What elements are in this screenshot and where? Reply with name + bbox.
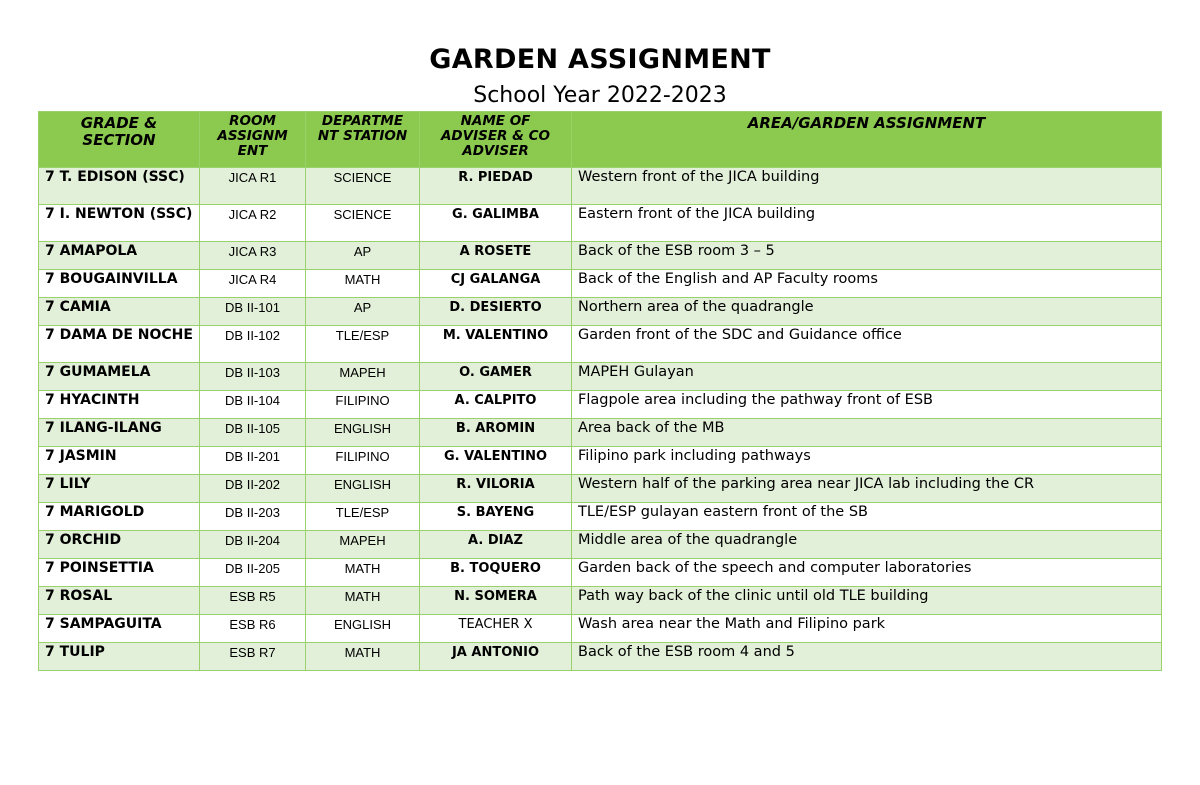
department-cell: MAPEH [306, 363, 420, 391]
grade-cell: 7 LILY [39, 475, 200, 503]
department-cell: MATH [306, 270, 420, 298]
table-row [39, 205, 1162, 242]
table-row [39, 242, 1162, 270]
adviser-cell: TEACHER X [420, 615, 572, 643]
table-row [39, 531, 1162, 559]
adviser-cell: B. AROMIN [420, 419, 572, 447]
grade-cell: 7 ROSAL [39, 587, 200, 615]
header-room-assignment: ROOM ASSIGNM ENT [200, 112, 306, 168]
table-row [39, 391, 1162, 419]
area-cell: Garden back of the speech and computer laboratories [572, 559, 1162, 587]
area-cell: Western half of the parking area near JICA lab including the CR [572, 475, 1162, 503]
area-cell: Area back of the MB [572, 419, 1162, 447]
table-row [39, 475, 1162, 503]
room-cell: ESB R7 [200, 643, 306, 671]
grade-cell: 7 GUMAMELA [39, 363, 200, 391]
adviser-cell: A. CALPITO [420, 391, 572, 419]
grade-cell: 7 I. NEWTON (SSC) [39, 205, 200, 242]
table-row [39, 419, 1162, 447]
adviser-cell: R. PIEDAD [420, 168, 572, 205]
adviser-cell: G. GALIMBA [420, 205, 572, 242]
table-row [39, 270, 1162, 298]
adviser-cell: B. TOQUERO [420, 559, 572, 587]
header-area-assignment: AREA/GARDEN ASSIGNMENT [572, 112, 1162, 168]
room-cell: DB II-104 [200, 391, 306, 419]
area-cell: Flagpole area including the pathway front of ESB [572, 391, 1162, 419]
table-row [39, 559, 1162, 587]
area-cell: Northern area of the quadrangle [572, 298, 1162, 326]
area-cell: Middle area of the quadrangle [572, 531, 1162, 559]
area-cell: Back of the English and AP Faculty rooms [572, 270, 1162, 298]
department-cell: AP [306, 242, 420, 270]
room-cell: DB II-205 [200, 559, 306, 587]
room-cell: JICA R2 [200, 205, 306, 242]
table-row [39, 326, 1162, 363]
department-cell: FILIPINO [306, 391, 420, 419]
department-cell: SCIENCE [306, 205, 420, 242]
department-cell: TLE/ESP [306, 326, 420, 363]
department-cell: TLE/ESP [306, 503, 420, 531]
room-cell: DB II-204 [200, 531, 306, 559]
grade-cell: 7 JASMIN [39, 447, 200, 475]
table-row [39, 587, 1162, 615]
adviser-cell: N. SOMERA [420, 587, 572, 615]
table-header-row [39, 112, 1162, 168]
room-cell: DB II-202 [200, 475, 306, 503]
area-cell: Wash area near the Math and Filipino park [572, 615, 1162, 643]
adviser-cell: JA ANTONIO [420, 643, 572, 671]
room-cell: ESB R6 [200, 615, 306, 643]
area-cell: Filipino park including pathways [572, 447, 1162, 475]
adviser-cell: S. BAYENG [420, 503, 572, 531]
grade-cell: 7 POINSETTIA [39, 559, 200, 587]
header-grade-section: GRADE & SECTION [39, 112, 200, 168]
adviser-cell: M. VALENTINO [420, 326, 572, 363]
area-cell: MAPEH Gulayan [572, 363, 1162, 391]
room-cell: DB II-201 [200, 447, 306, 475]
department-cell: MAPEH [306, 531, 420, 559]
table-row [39, 447, 1162, 475]
header-department-station: DEPARTME NT STATION [306, 112, 420, 168]
table-row [39, 363, 1162, 391]
grade-cell: 7 ILANG-ILANG [39, 419, 200, 447]
grade-cell: 7 BOUGAINVILLA [39, 270, 200, 298]
room-cell: JICA R1 [200, 168, 306, 205]
grade-cell: 7 HYACINTH [39, 391, 200, 419]
adviser-cell: R. VILORIA [420, 475, 572, 503]
department-cell: FILIPINO [306, 447, 420, 475]
department-cell: MATH [306, 643, 420, 671]
department-cell: SCIENCE [306, 168, 420, 205]
document-subtitle: School Year 2022-2023 [473, 83, 727, 108]
table-row [39, 643, 1162, 671]
department-cell: AP [306, 298, 420, 326]
department-cell: MATH [306, 559, 420, 587]
adviser-cell: O. GAMER [420, 363, 572, 391]
adviser-cell: A ROSETE [420, 242, 572, 270]
room-cell: DB II-102 [200, 326, 306, 363]
room-cell: DB II-105 [200, 419, 306, 447]
grade-cell: 7 SAMPAGUITA [39, 615, 200, 643]
room-cell: DB II-103 [200, 363, 306, 391]
grade-cell: 7 ORCHID [39, 531, 200, 559]
adviser-cell: CJ GALANGA [420, 270, 572, 298]
table-row [39, 298, 1162, 326]
table-row [39, 615, 1162, 643]
garden-assignment-table [38, 111, 1162, 671]
room-cell: JICA R3 [200, 242, 306, 270]
area-cell: Path way back of the clinic until old TLE building [572, 587, 1162, 615]
adviser-cell: G. VALENTINO [420, 447, 572, 475]
grade-cell: 7 MARIGOLD [39, 503, 200, 531]
area-cell: Western front of the JICA building [572, 168, 1162, 205]
department-cell: MATH [306, 587, 420, 615]
department-cell: ENGLISH [306, 475, 420, 503]
adviser-cell: D. DESIERTO [420, 298, 572, 326]
grade-cell: 7 TULIP [39, 643, 200, 671]
grade-cell: 7 CAMIA [39, 298, 200, 326]
document-title: GARDEN ASSIGNMENT [429, 44, 771, 75]
area-cell: Eastern front of the JICA building [572, 205, 1162, 242]
department-cell: ENGLISH [306, 419, 420, 447]
table-row [39, 503, 1162, 531]
area-cell: Back of the ESB room 3 – 5 [572, 242, 1162, 270]
area-cell: Back of the ESB room 4 and 5 [572, 643, 1162, 671]
adviser-cell: A. DIAZ [420, 531, 572, 559]
grade-cell: 7 AMAPOLA [39, 242, 200, 270]
room-cell: DB II-203 [200, 503, 306, 531]
table-row [39, 168, 1162, 205]
area-cell: Garden front of the SDC and Guidance office [572, 326, 1162, 363]
header-adviser: NAME OF ADVISER & CO ADVISER [420, 112, 572, 168]
grade-cell: 7 DAMA DE NOCHE [39, 326, 200, 363]
grade-cell: 7 T. EDISON (SSC) [39, 168, 200, 205]
department-cell: ENGLISH [306, 615, 420, 643]
room-cell: ESB R5 [200, 587, 306, 615]
area-cell: TLE/ESP gulayan eastern front of the SB [572, 503, 1162, 531]
room-cell: JICA R4 [200, 270, 306, 298]
room-cell: DB II-101 [200, 298, 306, 326]
